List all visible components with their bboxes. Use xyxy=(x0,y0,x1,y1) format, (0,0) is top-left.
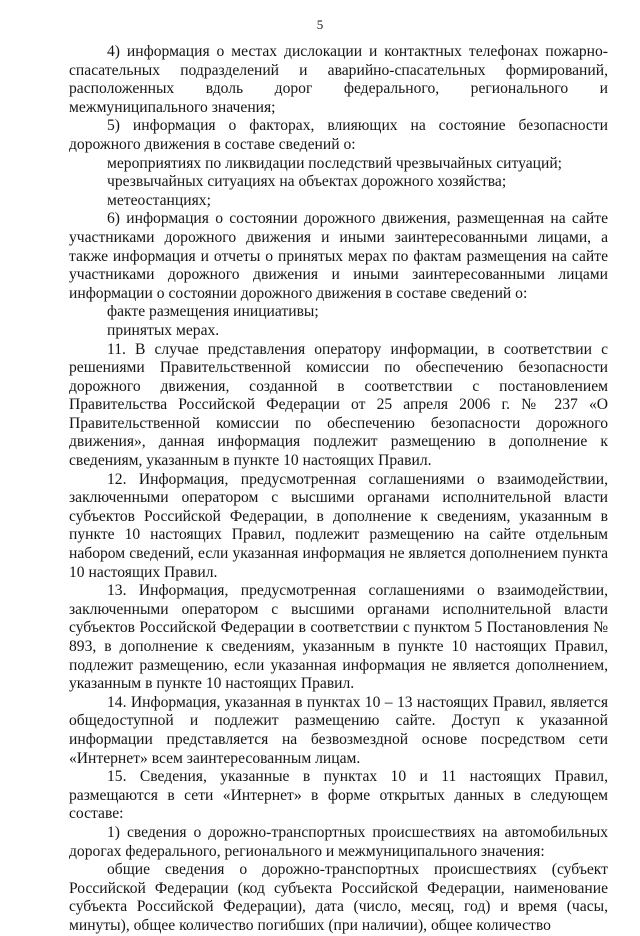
paragraph-clause-13: 13. Информация, предусмотренная соглашениями о взаимодействии, заключенными оператором с высшими органами исполнительной власти субъектов Российской Федерации в соответствии с пунктом 5 Постановления № 893, в дополнение к сведениям, указанным в пункте 10 настоящих Правил, подлежит размещению, если указанная информация не является дополнением, указанным в пункте 10 настоящих Правил. xyxy=(69,582,608,693)
paragraph-subitem-1: 1) сведения о дорожно-транспортных происшествиях на автомобильных дорогах федерального, регионального и межмуниципального значения: xyxy=(69,823,608,860)
paragraph-item-4: 4) информация о местах дислокации и контактных телефонах пожарно-спасательных подразделений и аварийно-спасательных формирований, расположенных вдоль дорог федерального, регионального и межмуниципального значения; xyxy=(69,43,608,116)
paragraph-item-5: 5) информация о факторах, влияющих на состояние безопасности дорожного движения в составе сведений о: xyxy=(69,117,608,153)
paragraph-general-info: общие сведения о дорожно-транспортных происшествиях (субъект Российской Федерации (код субъекта Российской Федерации, наименование субъекта Российской Федерации), дата (число, месяц, год) и время (часы, минуты), общее количество погибших (при наличии), общее количество xyxy=(69,861,608,934)
paragraph-clause-15: 15. Сведения, указанные в пунктах 10 и 11 настоящих Правил, размещаются в сети «Интернет» в форме открытых данных в следующем составе: xyxy=(69,768,608,823)
list-item-initiative-posting: факте размещения инициативы; xyxy=(107,303,319,321)
page-number: 5 xyxy=(316,17,324,32)
paragraph-clause-14: 14. Информация, указанная в пунктах 10 – 13 настоящих Правил, является общедоступной и подлежит размещению сайте. Доступ к указанной информации представляется на безвозмездной основе посредством сети «Интернет» всем заинтересованным лицам. xyxy=(69,693,608,767)
list-item-weather-stations: метеостанциях; xyxy=(107,191,211,209)
paragraph-clause-12: 12. Информация, предусмотренная соглашениями о взаимодействии, заключенными оператором с высшими органами исполнительной власти субъектов Российской Федерации, в дополнение к сведениям, указанным в пункте 10 настоящих Правил, подлежит размещению на сайте отдельным набором сведений, если указанная информация не является дополнением пункта 10 настоящих Правил. xyxy=(69,470,608,581)
list-item-measures-taken: принятых мерах. xyxy=(107,321,220,339)
list-item-emergencies-road-facilities: чрезвычайных ситуациях на объектах дорожного хозяйства; xyxy=(107,173,507,191)
document-body xyxy=(69,43,608,936)
paragraph-clause-11: 11. В случае представления оператору информации, в соответствии с решениями Правительственной комиссии по обеспечению безопасности дорожного движения, созданной в соответствии с постановлением Правительства Российской Федерации от 25 апреля 2006 г. № 237 «О Правительственной комиссии по обеспечению безопасности дорожного движения», данная информация подлежит размещению в дополнение к сведениям, указанным в пункте 10 настоящих Правил. xyxy=(69,340,608,470)
list-item-emergency-measures: мероприятиях по ликвидации последствий чрезвычайных ситуаций; xyxy=(107,154,563,172)
paragraph-item-6: 6) информация о состоянии дорожного движения, размещенная на сайте участниками дорожного движения и иными заинтересованными лицами, а также информация и отчеты о принятых мерах по фактам размещения на сайте участниками дорожного движения и иными заинтересованными лицами информации о состоянии дорожного движения в составе сведений о: xyxy=(69,210,608,302)
